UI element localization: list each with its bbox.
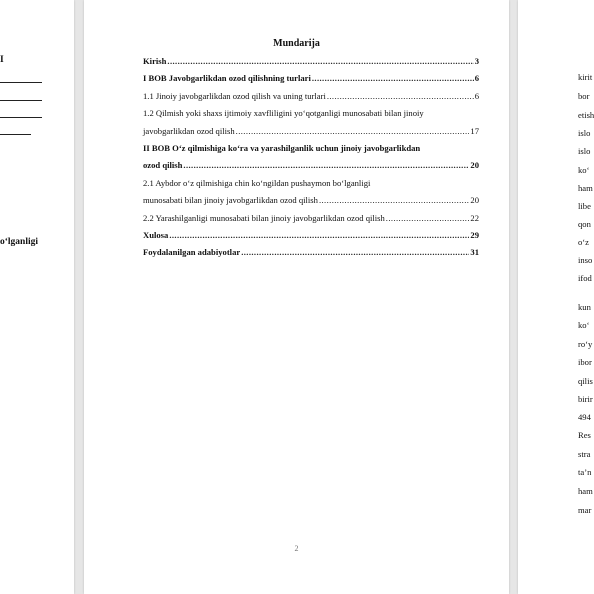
left-page-fragment-top: I	[0, 55, 4, 65]
toc-entry-title: I BOB Javobgarlikdan ozod qilishning turlari	[143, 73, 311, 84]
right-page-fragment: islo	[578, 146, 591, 156]
left-page-rule	[0, 100, 42, 101]
toc-entry-page: 22	[470, 212, 479, 223]
right-page-fragment: ro‘y	[578, 339, 593, 349]
left-page-rule	[0, 117, 42, 118]
toc-entry-title: javobgarlikdan ozod qilish	[143, 125, 235, 136]
toc-leader-dots	[167, 53, 473, 70]
right-page	[518, 0, 594, 594]
toc-entry-page: 20	[470, 195, 479, 206]
right-page-fragment: mar	[578, 505, 592, 515]
toc-leader-dots	[327, 88, 474, 105]
right-page-fragment: ko‘	[578, 320, 590, 330]
toc-leader-dots	[312, 70, 474, 87]
toc-entry-title: 2.2 Yarashilganligi munosabati bilan jinoiy javobgarlikdan ozod qilish	[143, 212, 385, 223]
right-page-fragment: libe	[578, 201, 591, 211]
right-page-fragment: etish	[578, 110, 594, 120]
toc-entry-title: munosabati bilan jinoiy javobgarlikdan ozod qilish	[143, 195, 318, 206]
right-page-fragment: Res	[578, 430, 591, 440]
toc-entry-page: 31	[470, 247, 479, 258]
left-page-rule	[0, 134, 31, 135]
right-page-fragment: qon	[578, 219, 591, 229]
toc-entry[interactable]	[143, 175, 479, 210]
toc-entry[interactable]	[143, 70, 479, 87]
toc-entry-title: 1.1 Jinoiy javobgarlikdan ozod qilish va uning turlari	[143, 90, 326, 101]
toc-entry[interactable]	[143, 53, 479, 70]
toc-leader-dots	[386, 210, 470, 227]
toc-entry[interactable]	[143, 227, 479, 244]
toc-entry-page: 6	[474, 73, 479, 84]
toc-entry-title: Foydalanilgan adabiyotlar	[143, 247, 241, 258]
toc-entry[interactable]	[143, 244, 479, 261]
table-of-contents	[143, 53, 479, 262]
toc-entry-title-line1: 1.2 Qilmish yoki shaxs ijtimoiy xavfliligini yo‘qotganligi munosabati bilan jinoiy	[143, 108, 424, 119]
toc-entry[interactable]	[143, 88, 479, 105]
right-page-fragment: o‘z	[578, 237, 589, 247]
toc-entry-page: 29	[470, 230, 479, 241]
toc-leader-dots	[169, 227, 469, 244]
right-page-fragment: ta’n	[578, 467, 592, 477]
right-page-fragment: kun	[578, 302, 591, 312]
right-page-fragment: inso	[578, 255, 593, 265]
right-page-fragment: 494	[578, 412, 591, 422]
toc-entry[interactable]	[143, 105, 479, 140]
toc-entry-page: 6	[474, 90, 479, 101]
document-page	[84, 0, 509, 594]
right-page-fragment: ibor	[578, 357, 592, 367]
left-page-rule	[0, 82, 42, 83]
right-page-fragment: kirit	[578, 72, 593, 82]
toc-entry-title: Xulosa	[143, 230, 169, 241]
toc-leader-dots	[236, 123, 470, 140]
right-page-fragment: ko‘	[578, 165, 590, 175]
right-page-fragment: ham	[578, 486, 593, 496]
left-page	[0, 0, 74, 594]
toc-entry[interactable]	[143, 140, 479, 175]
page-number: 2	[294, 544, 299, 553]
toc-entry-page: 20	[470, 160, 479, 171]
right-page-fragment: stra	[578, 449, 591, 459]
left-page-fragment-bottom: o‘lganligi	[0, 237, 39, 247]
right-page-fragment: bor	[578, 91, 590, 101]
toc-entry-title: Kirish	[143, 56, 167, 66]
toc-entry-page: 17	[470, 125, 479, 136]
right-page-fragment: ifod	[578, 273, 592, 283]
toc-leader-dots	[319, 192, 469, 209]
toc-entry-title-line1: 2.1 Aybdor o‘z qilmishiga chin ko‘ngildan pushaymon bo‘lganligi	[143, 177, 371, 188]
toc-heading: Mundarija	[273, 38, 320, 49]
toc-entry-page: 3	[474, 56, 479, 66]
right-page-fragment: qilis	[578, 376, 593, 386]
right-page-fragment: birir	[578, 394, 593, 404]
toc-entry-title: ozod qilish	[143, 160, 183, 171]
right-page-fragment: ham	[578, 183, 593, 193]
toc-entry-title-line1: II BOB O‘z qilmishiga ko‘ra va yarashilganlik uchun jinoiy javobgarlikdan	[143, 143, 421, 154]
toc-leader-dots	[241, 244, 469, 261]
toc-leader-dots	[183, 157, 469, 174]
toc-entry[interactable]	[143, 210, 479, 227]
right-page-fragment: islo	[578, 128, 591, 138]
